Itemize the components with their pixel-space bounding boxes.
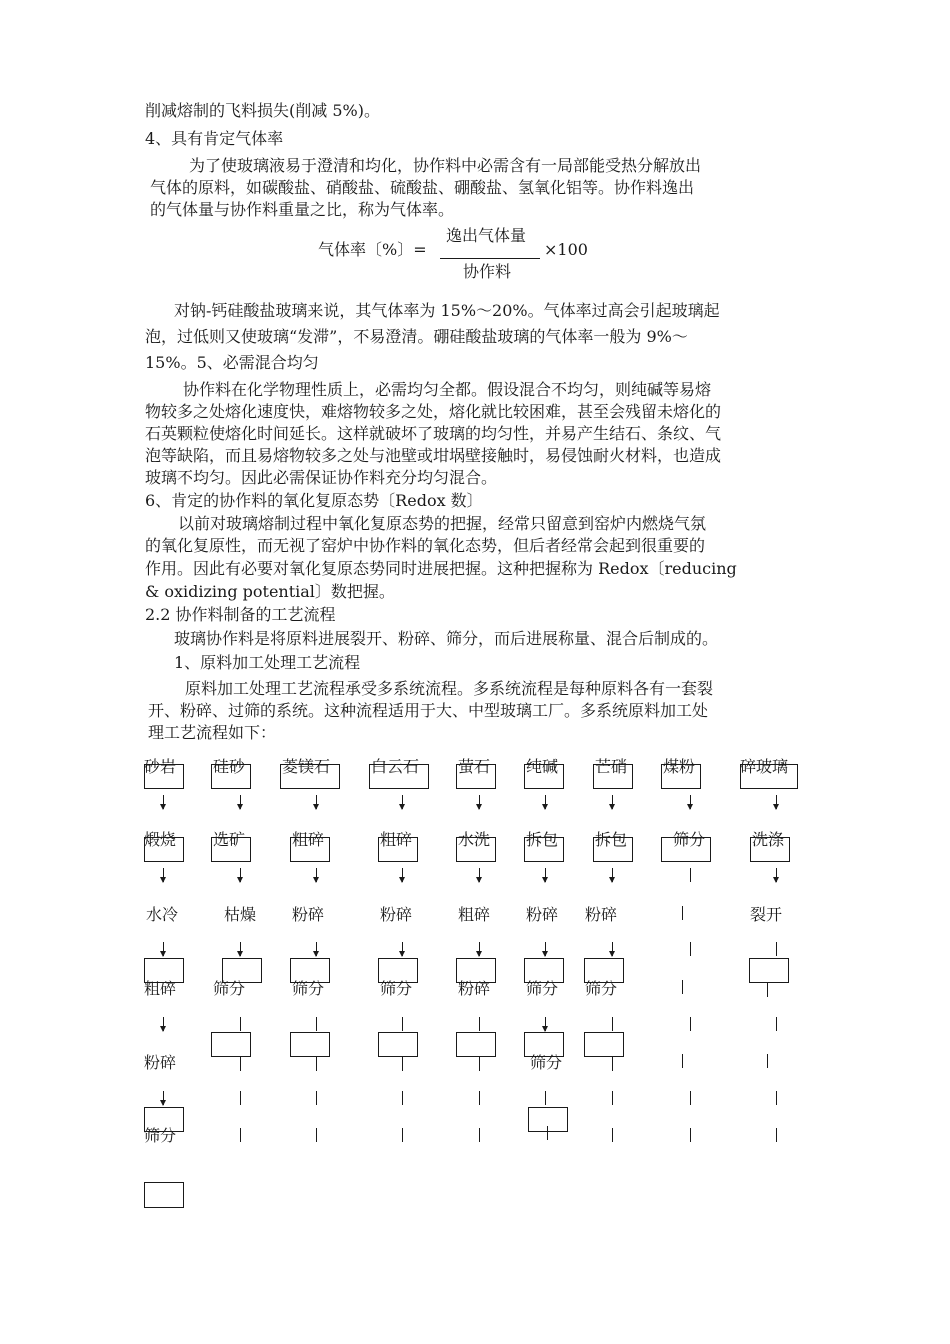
flow-line <box>690 1017 691 1031</box>
flow-arrow <box>163 942 164 956</box>
flow-label: 砂岩 <box>144 757 177 776</box>
flow-box <box>749 958 789 983</box>
flow-arrow <box>240 868 241 882</box>
text-line: 泡，过低则又使玻璃“发滞”，不易澄清。硼硅酸盐玻璃的气体率一般为 9%～ <box>145 327 688 346</box>
flow-label: 筛分 <box>526 979 559 998</box>
flow-box <box>528 1107 568 1132</box>
flow-label: 枯燥 <box>224 905 257 924</box>
flow-line <box>682 980 683 994</box>
flow-line <box>776 1091 777 1105</box>
section-heading: 1、原料加工处理工艺流程 <box>174 653 361 672</box>
flow-arrow <box>690 795 691 809</box>
flow-label: 硅砂 <box>213 757 246 776</box>
flow-line <box>612 1128 613 1142</box>
flow-line <box>690 868 691 882</box>
flow-arrow <box>402 942 403 956</box>
flow-label: 裂开 <box>750 905 783 924</box>
flow-line <box>612 1057 613 1071</box>
flow-arrow <box>776 795 777 809</box>
flow-line <box>240 1017 241 1031</box>
text-line: 协作料在化学物理性质上，必需均匀全都。假设混合不均匀，则纯碱等易熔 <box>183 380 712 399</box>
text-line: 为了使玻璃液易于澄清和均化，协作料中必需含有一局部能受热分解放出 <box>189 156 702 175</box>
flow-arrow <box>479 868 480 882</box>
flow-label: 碎玻璃 <box>740 757 789 776</box>
flow-label: 筛分 <box>292 979 325 998</box>
flow-line <box>479 1128 480 1142</box>
flow-line <box>316 1128 317 1142</box>
flow-box <box>456 1032 496 1057</box>
flow-label: 筛分 <box>380 979 413 998</box>
flow-line <box>316 1017 317 1031</box>
flow-line <box>682 1054 683 1068</box>
text-line: 石英颗粒使熔化时间延长。这样就破坏了玻璃的均匀性，并易产生结石、条纹、气 <box>145 424 722 443</box>
flow-label: 筛分 <box>585 979 618 998</box>
text-line: 15%。5、必需混合均匀 <box>145 353 319 372</box>
flow-label: 粗碎 <box>292 830 325 849</box>
flow-arrow <box>545 942 546 956</box>
flow-label: 拆包 <box>595 830 628 849</box>
formula-denominator: 协作料 <box>463 262 512 281</box>
flow-line <box>240 1128 241 1142</box>
text-line: 作用。因此有必要对氧化复原态势同时进展把握。这种把握称为 Redox〔reducing <box>145 559 737 578</box>
flow-line <box>479 1017 480 1031</box>
flow-label: 筛分 <box>213 979 246 998</box>
text-line: 玻璃不均匀。因此必需保证协作料充分均匀混合。 <box>145 468 498 487</box>
flow-label: 粉碎 <box>526 905 559 924</box>
text-line: 气体的原料，如碳酸盐、硝酸盐、硫酸盐、硼酸盐、氢氧化铝等。协作料逸出 <box>150 178 695 197</box>
flow-arrow <box>402 868 403 882</box>
flow-line <box>402 1057 403 1071</box>
section-heading: 6、肯定的协作料的氧化复原态势〔Redox 数〕 <box>145 491 483 510</box>
flow-arrow <box>402 795 403 809</box>
flow-arrow <box>776 868 777 882</box>
flow-line <box>767 1054 768 1068</box>
flow-line <box>479 1057 480 1071</box>
flow-label: 洗涤 <box>752 830 785 849</box>
flow-label: 煅烧 <box>144 830 177 849</box>
flow-line <box>682 906 683 920</box>
flow-label: 粉碎 <box>585 905 618 924</box>
flow-box <box>290 1032 330 1057</box>
flow-line <box>776 942 777 956</box>
formula-numerator: 逸出气体量 <box>446 226 527 245</box>
flow-line <box>402 1091 403 1105</box>
flow-arrow <box>240 942 241 956</box>
flow-line <box>547 1126 548 1140</box>
flow-arrow <box>545 795 546 809</box>
flow-box <box>584 1032 624 1057</box>
flow-label: 粉碎 <box>380 905 413 924</box>
flow-label: 选矿 <box>213 830 246 849</box>
flow-box <box>378 1032 418 1057</box>
flow-line <box>545 1091 546 1105</box>
text-line: 削减熔制的飞料损失(削减 5%)。 <box>145 101 380 120</box>
flow-line <box>776 1017 777 1031</box>
text-line: 物较多之处熔化速度快，难熔物较多之处，熔化就比较困难，甚至会残留未熔化的 <box>145 402 722 421</box>
flow-line <box>612 1017 613 1031</box>
text-line: 玻璃协作料是将原料进展裂开、粉碎、筛分，而后进展称量、混合后制成的。 <box>174 629 719 648</box>
flow-line <box>479 1091 480 1105</box>
flow-arrow <box>316 942 317 956</box>
flow-label: 纯碱 <box>526 757 559 776</box>
flow-line <box>316 1057 317 1071</box>
flow-arrow <box>316 795 317 809</box>
flow-line <box>402 1128 403 1142</box>
flow-arrow <box>545 1017 546 1031</box>
flow-arrow <box>163 1091 164 1105</box>
flow-arrow <box>316 868 317 882</box>
text-line: 理工艺流程如下： <box>148 723 277 742</box>
flow-label: 煤粉 <box>663 757 696 776</box>
formula-rhs: ×100 <box>544 240 588 259</box>
text-line: 的氧化复原性，而无视了窑炉中协作料的氧化态势，但后者经常会起到很重要的 <box>145 536 706 555</box>
flow-label: 粉碎 <box>458 979 491 998</box>
flow-label: 白云石 <box>371 757 420 776</box>
flow-line <box>402 1017 403 1031</box>
flow-arrow <box>163 868 164 882</box>
flow-label: 筛分 <box>673 830 706 849</box>
flow-label: 筛分 <box>530 1053 563 1072</box>
text-line: 以前对玻璃熔制过程中氧化复原态势的把握，经常只留意到窑炉内燃烧气氛 <box>178 514 707 533</box>
flow-label: 萤石 <box>458 757 491 776</box>
flow-label: 粉碎 <box>292 905 325 924</box>
text-line: 的气体量与协作料重量之比，称为气体率。 <box>150 200 455 219</box>
flow-label: 水洗 <box>458 830 491 849</box>
flow-line <box>612 1091 613 1105</box>
text-line: 开、粉碎、过筛的系统。这种流程适用于大、中型玻璃工厂。多系统原料加工处 <box>148 701 709 720</box>
flow-label: 水冷 <box>146 905 179 924</box>
flow-line <box>240 1057 241 1071</box>
flow-line <box>776 1128 777 1142</box>
flow-arrow <box>612 795 613 809</box>
text-line: & oxidizing potential〕数把握。 <box>145 582 395 601</box>
flow-arrow <box>163 795 164 809</box>
flow-line <box>316 1091 317 1105</box>
section-heading: 2.2 协作料制备的工艺流程 <box>145 605 336 624</box>
flow-arrow <box>545 868 546 882</box>
flow-line <box>690 1091 691 1105</box>
fraction-bar <box>440 258 540 259</box>
flow-label: 粉碎 <box>144 1053 177 1072</box>
section-heading: 4、具有肯定气体率 <box>145 129 284 148</box>
flow-label: 菱镁石 <box>282 757 331 776</box>
flow-line <box>767 983 768 997</box>
text-line: 对钠-钙硅酸盐玻璃来说，其气体率为 15%～20%。气体率过高会引起玻璃起 <box>174 301 720 320</box>
text-line: 原料加工处理工艺流程承受多系统流程。多系统流程是每种原料各有一套裂 <box>185 679 714 698</box>
flow-label: 粗碎 <box>458 905 491 924</box>
flow-label: 粗碎 <box>144 979 177 998</box>
flow-label: 粗碎 <box>380 830 413 849</box>
flow-box <box>211 1032 251 1057</box>
flow-label: 芒硝 <box>595 757 628 776</box>
formula-lhs: 气体率〔%〕= <box>318 240 427 259</box>
flow-arrow <box>479 795 480 809</box>
flow-box <box>144 1182 184 1208</box>
flow-arrow <box>479 942 480 956</box>
flow-arrow <box>240 795 241 809</box>
flow-label: 筛分 <box>144 1126 177 1145</box>
flow-arrow <box>163 1017 164 1031</box>
text-line: 泡等缺陷，而且易熔物较多之处与池壁或坩埚壁接触时，易侵蚀耐火材料，也造成 <box>145 446 722 465</box>
flow-line <box>690 942 691 956</box>
flow-arrow <box>612 942 613 956</box>
flow-label: 拆包 <box>526 830 559 849</box>
flow-line <box>240 1091 241 1105</box>
flow-line <box>690 1128 691 1142</box>
flow-arrow <box>612 868 613 882</box>
